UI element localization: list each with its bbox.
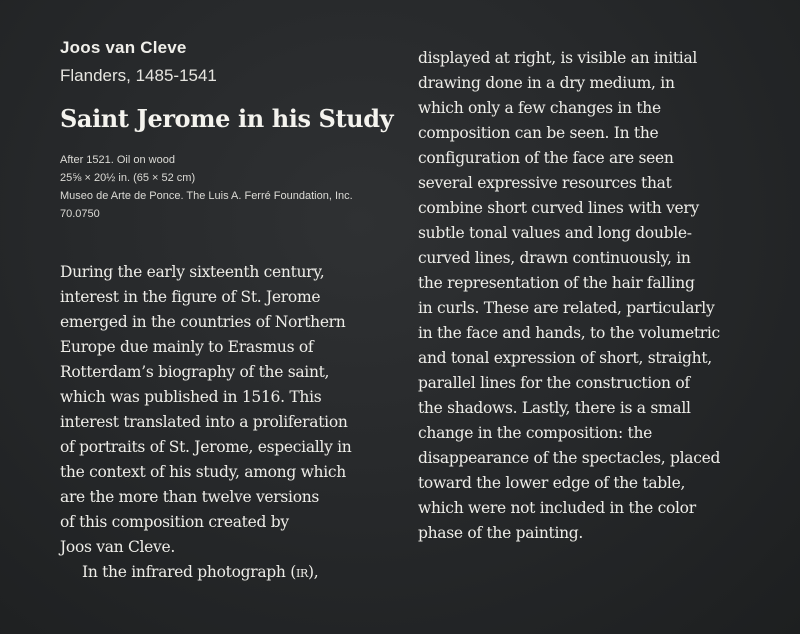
text-line: of portraits of St. Jerome, especially in — [60, 438, 352, 456]
text-segment: ), — [307, 563, 319, 581]
artwork-metadata — [60, 151, 400, 223]
text-line: and tonal expression of short, straight, — [418, 349, 712, 367]
text-line: disappearance of the spectacles, placed — [418, 449, 721, 467]
text-line: configuration of the face are seen — [418, 149, 674, 167]
text-line: several expressive resources that — [418, 174, 672, 192]
accession-number: 70.0750 — [60, 208, 100, 220]
text-line: of this composition created by — [60, 513, 289, 531]
text-line: parallel lines for the construction of — [418, 374, 690, 392]
text-line: which were not included in the color — [418, 499, 696, 517]
collection-line: Museo de Arte de Ponce. The Luis A. Ferré Foundation, Inc. — [60, 190, 353, 202]
text-line: displayed at right, is visible an initial — [418, 49, 698, 67]
text-line: change in the composition: the — [418, 424, 652, 442]
text-line: Rotterdam’s biography of the saint, — [60, 363, 330, 381]
text-line: toward the lower edge of the table, — [418, 474, 686, 492]
text-line: emerged in the countries of Northern — [60, 313, 346, 331]
text-line: subtle tonal values and long double- — [418, 224, 692, 242]
text-line: interest translated into a proliferation — [60, 413, 348, 431]
text-line: which only a few changes in the — [418, 99, 661, 117]
text-line: During the early sixteenth century, — [60, 263, 325, 281]
artwork-title: Saint Jerome in his Study — [60, 104, 394, 133]
text-line: in curls. These are related, particularly — [418, 299, 715, 317]
text-line: are the more than twelve versions — [60, 488, 320, 506]
text-line: drawing done in a dry medium, in — [418, 74, 675, 92]
text-line: composition can be seen. In the — [418, 124, 659, 142]
text-line: Joos van Cleve. — [60, 538, 176, 556]
text-line: the context of his study, among which — [60, 463, 346, 481]
text-line: which was published in 1516. This — [60, 388, 322, 406]
description-right-column — [418, 46, 758, 546]
infrared-abbreviation: ir — [295, 563, 308, 581]
text-line: in the face and hands, to the volumetric — [418, 324, 720, 342]
text-line: curved lines, drawn continuously, in — [418, 249, 691, 267]
paragraph-two-start — [60, 560, 400, 585]
text-line: phase of the painting. — [418, 524, 584, 542]
description-left-column — [60, 260, 400, 585]
text-line: combine short curved lines with very — [418, 199, 699, 217]
text-line: the shadows. Lastly, there is a small — [418, 399, 691, 417]
medium-line: After 1521. Oil on wood — [60, 154, 175, 166]
text-segment: In the infrared photograph ( — [82, 563, 296, 581]
text-line: interest in the figure of St. Jerome — [60, 288, 321, 306]
dimensions-line: 25⅝ × 20½ in. (65 × 52 cm) — [60, 172, 196, 184]
text-line: Europe due mainly to Erasmus of — [60, 338, 314, 356]
artist-name: Joos van Cleve — [60, 38, 187, 57]
artist-origin-dates: Flanders, 1485-1541 — [60, 66, 217, 85]
text-line: the representation of the hair falling — [418, 274, 695, 292]
